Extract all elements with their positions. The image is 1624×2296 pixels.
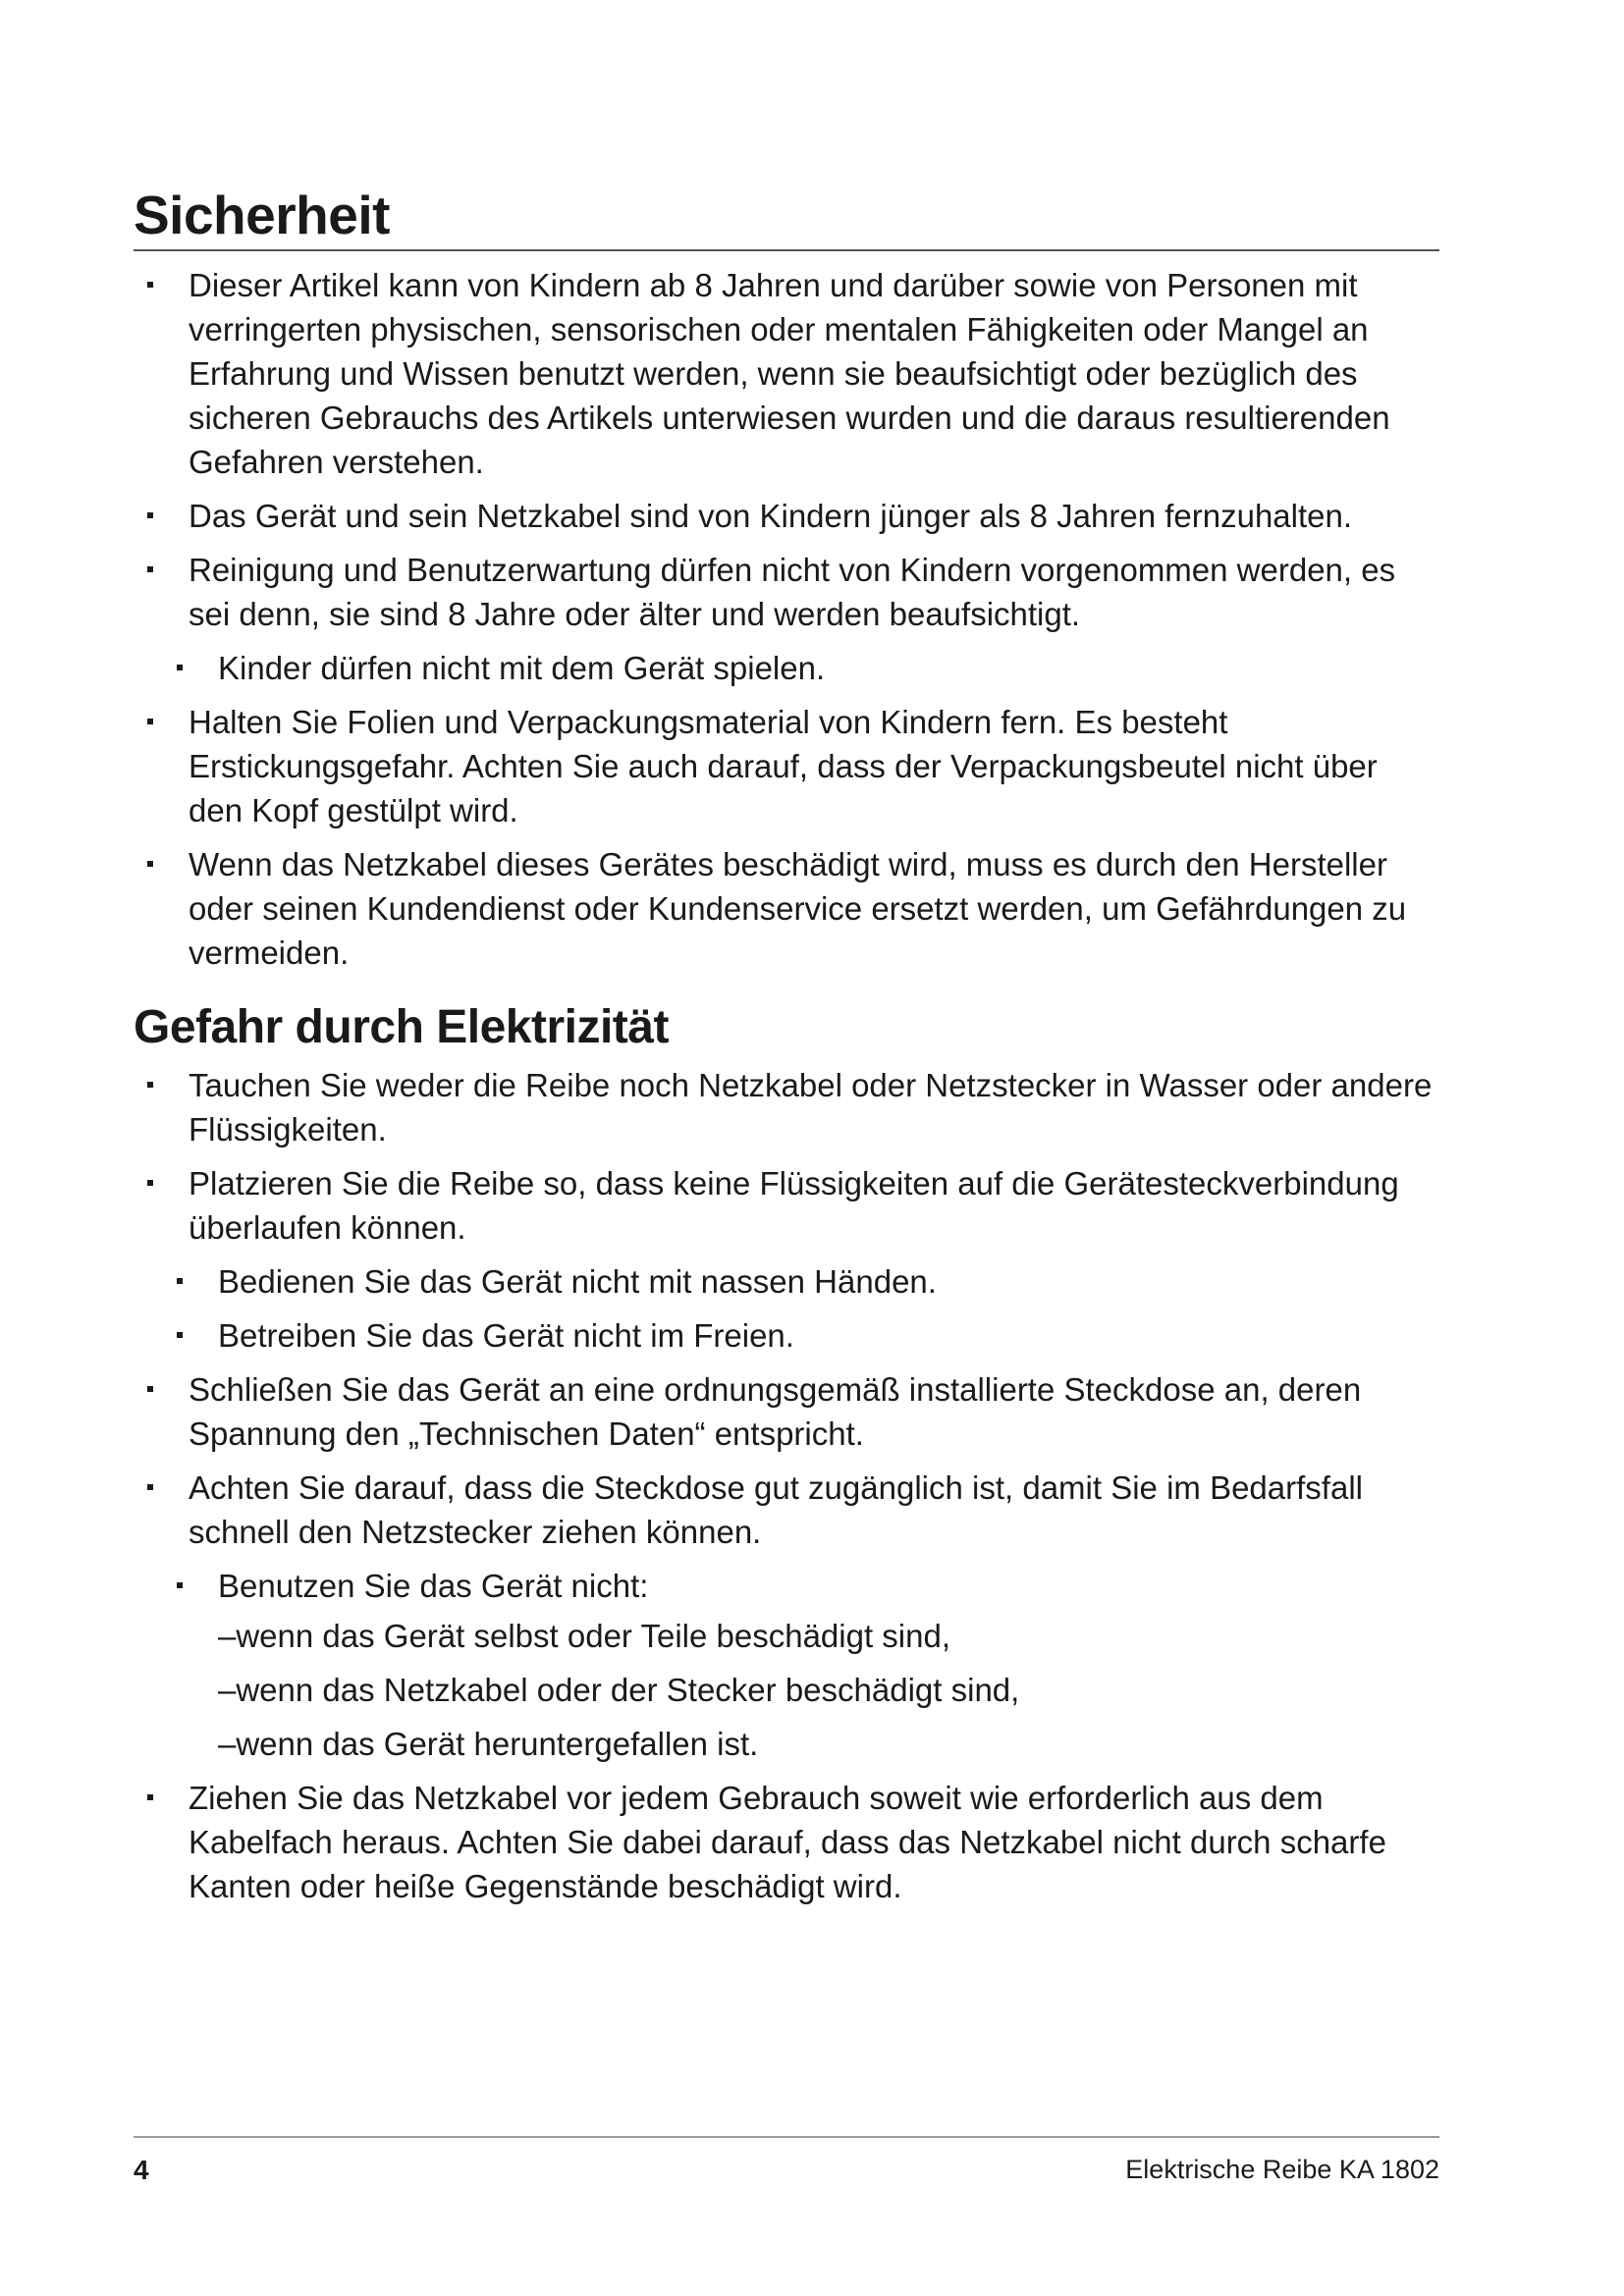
- list-item: Das Gerät und sein Netzkabel sind von Kindern jünger als 8 Jahren fernzuhalten.: [134, 494, 1439, 538]
- list-item: Wenn das Netzkabel dieses Gerätes beschädigt wird, muss es durch den Hersteller oder seinen Kundendienst oder Kundenservice ersetzt werden, um Gefährdungen zu vermeiden.: [134, 842, 1439, 975]
- condition-item: –wenn das Gerät heruntergefallen ist.: [218, 1726, 759, 1762]
- section-title-elektrizitaet: Gefahr durch Elektrizität: [134, 1001, 669, 1053]
- list-item: Kinder dürfen nicht mit dem Gerät spielen.: [134, 646, 1439, 690]
- list-item: Betreiben Sie das Gerät nicht im Freien.: [134, 1313, 1439, 1358]
- bullet-icon: [147, 719, 153, 724]
- bullet-icon: [177, 1332, 183, 1338]
- bullet-icon: [147, 512, 153, 518]
- bullet-icon: [147, 1484, 153, 1490]
- bullet-icon: [177, 665, 183, 670]
- bullet-icon: [147, 566, 153, 572]
- page-number: 4: [134, 2155, 149, 2185]
- bullet-icon: [147, 282, 153, 288]
- bullet-icon: [147, 861, 153, 867]
- safety-list: [134, 263, 1439, 975]
- bullet-icon: [147, 1180, 153, 1186]
- list-item: Benutzen Sie das Gerät nicht: –wenn das Gerät selbst oder Teile beschädigt sind, –wenn das Netzkabel oder der Stecker beschädigt sind, –wenn das Gerät heruntergefallen ist.: [134, 1564, 1439, 1766]
- list-item: Dieser Artikel kann von Kindern ab 8 Jahren und darüber sowie von Personen mit verringerten physischen, sensorischen oder mentalen Fähigkeiten oder Mangel an Erfahrung und Wissen benutzt werden, wenn sie beaufsichtigt oder bezüglich des sicheren Gebrauchs des Artikels unterwiesen wurden und die daraus resultierenden Gefahren verstehen.: [134, 263, 1439, 484]
- bullet-icon: [177, 1582, 183, 1588]
- section-title-sicherheit: Sicherheit: [134, 183, 1439, 251]
- page-content: [134, 183, 1439, 1918]
- bullet-icon: [147, 1082, 153, 1088]
- list-item: Bedienen Sie das Gerät nicht mit nassen Händen.: [134, 1259, 1439, 1304]
- list-item: Achten Sie darauf, dass die Steckdose gut zugänglich ist, damit Sie im Bedarfsfall schnell den Netzstecker ziehen können.: [134, 1466, 1439, 1554]
- electricity-list: [134, 1063, 1439, 1908]
- bullet-icon: [147, 1794, 153, 1800]
- list-item: Schließen Sie das Gerät an eine ordnungsgemäß installierte Steckdose an, deren Spannung den „Technischen Daten“ entspricht.: [134, 1367, 1439, 1456]
- condition-list: [218, 1614, 1439, 1766]
- bullet-icon: [147, 1386, 153, 1392]
- list-item: Ziehen Sie das Netzkabel vor jedem Gebrauch soweit wie erforderlich aus dem Kabelfach heraus. Achten Sie dabei darauf, dass das Netzkabel nicht durch scharfe Kanten oder heiße Gegenstände beschädigt wird.: [134, 1776, 1439, 1908]
- footer-divider: [134, 2136, 1439, 2138]
- list-item: Tauchen Sie weder die Reibe noch Netzkabel oder Netzstecker in Wasser oder andere Flüssigkeiten.: [134, 1063, 1439, 1151]
- condition-item: –wenn das Gerät selbst oder Teile beschädigt sind,: [218, 1618, 951, 1654]
- list-item: Reinigung und Benutzerwartung dürfen nicht von Kindern vorgenommen werden, es sei denn, sie sind 8 Jahre oder älter und werden beaufsichtigt.: [134, 548, 1439, 636]
- list-item: Platzieren Sie die Reibe so, dass keine Flüssigkeiten auf die Gerätesteckverbindung überlaufen können.: [134, 1161, 1439, 1250]
- list-item: Halten Sie Folien und Verpackungsmaterial von Kindern fern. Es besteht Erstickungsgefahr. Achten Sie auch darauf, dass der Verpackungsbeutel nicht über den Kopf gestülpt wird.: [134, 700, 1439, 832]
- condition-item: –wenn das Netzkabel oder der Stecker beschädigt sind,: [218, 1672, 1020, 1708]
- footer-product-name: Elektrische Reibe KA 1802: [1125, 2155, 1439, 2184]
- bullet-icon: [177, 1278, 183, 1284]
